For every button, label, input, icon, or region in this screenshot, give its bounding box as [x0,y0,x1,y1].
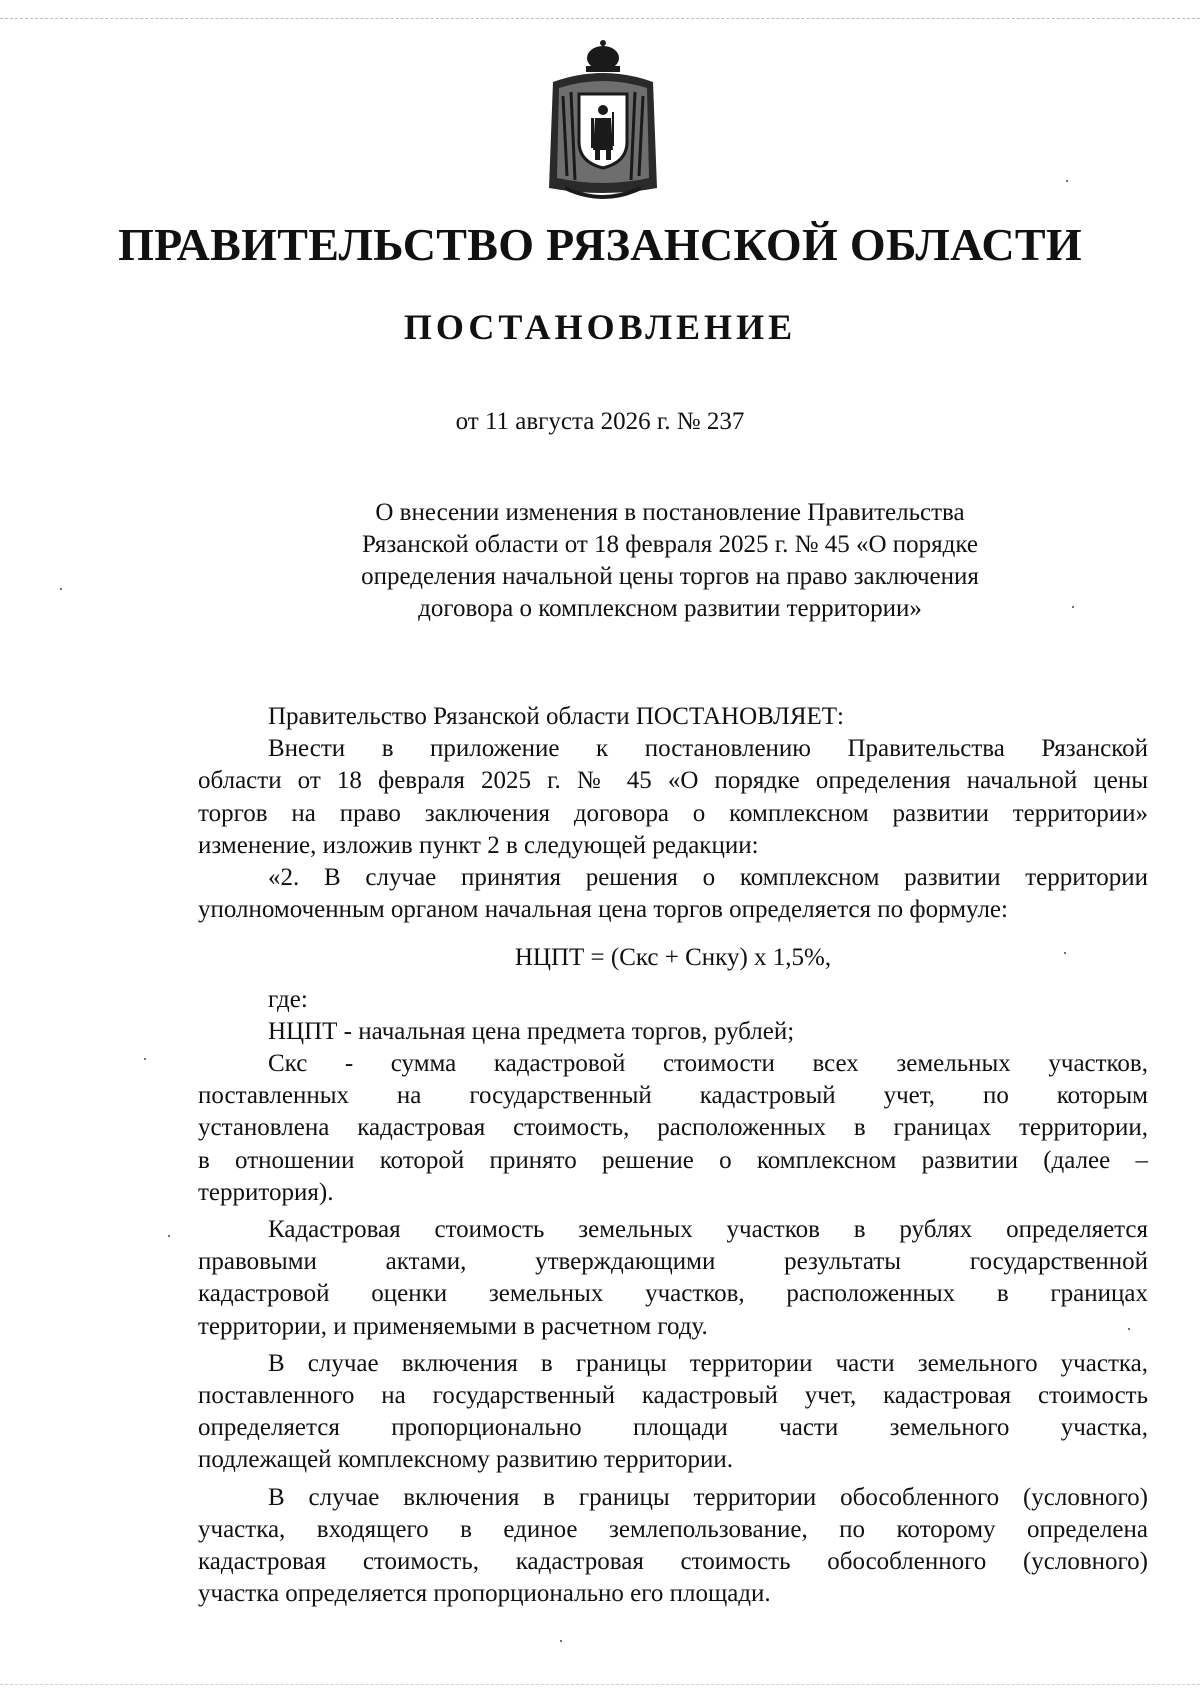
paragraph-partial-plot [198,1348,1148,1477]
scan-speck [60,588,62,590]
scan-speck [1128,1328,1130,1330]
scan-bottom-edge [0,1684,1200,1685]
definition-ncpt: НЦПТ - начальная цена предмета торгов, рублей; [268,1017,795,1045]
text-line: Кадастровая стоимость земельных участков в рублях определяется [268,1216,1148,1244]
scan-speck [144,1058,146,1060]
text-line: участка, входящего в единое землепользование, по которому определена [198,1515,1148,1543]
scan-speck [560,1640,562,1642]
text-line: области от 18 февраля 2025 г. № 45 «О порядке определения начальной цены [198,767,1148,795]
scan-speck [1064,952,1066,954]
text-line: Внести в приложение к постановлению Правительства Рязанской [268,735,1148,763]
text-line: Правительство Рязанской области ПОСТАНОВЛЯЕТ: [268,703,844,730]
text-line: кадастровой оценки земельных участков, расположенных в границах [198,1280,1148,1308]
subject-line: договора о комплексном развитии территории» [418,595,922,622]
text-line: В случае включения в границы территории обособленного (условного) [268,1483,1148,1511]
text-line: правовыми актами, утверждающими результаты государственной [198,1248,1148,1276]
government-title: ПРАВИТЕЛЬСТВО РЯЗАНСКОЙ ОБЛАСТИ [118,219,1082,270]
text-line: «2. В случае принятия решения о комплексном развитии территории [268,864,1148,892]
price-formula: НЦПТ = (Скс + Снку) x 1,5%, [514,944,832,972]
text-line: В случае включения в границы территории части земельного участка, [268,1349,1148,1377]
document-body [198,701,1148,1610]
text-line: установлена кадастровая стоимость, расположенных в границах территории, [198,1114,1148,1142]
text-line: поставленного на государственный кадастровый учет, кадастровая стоимость [198,1382,1148,1410]
text-line: изменение, изложив пункт 2 в следующей редакции: [198,831,759,859]
text-line: Скс - сумма кадастровой стоимости всех земельных участков, [268,1050,1148,1078]
document-type: ПОСТАНОВЛЕНИЕ [403,307,797,347]
text-line: определяется пропорционально площади части земельного участка, [198,1414,1148,1442]
paragraph-separate-plot [198,1482,1148,1611]
text-line: торгов на право заключения договора о комплексном развитии территории» [198,799,1148,827]
paragraph-amendment [198,733,1148,862]
document-subject [300,497,1040,625]
text-line: уполномоченным органом начальная цена торгов определяется по формуле: [198,896,1008,924]
resolution-preamble [198,701,1148,733]
paragraph-clause-2 [198,862,1148,926]
text-line: подлежащей комплексному развитию территории. [198,1446,733,1474]
subject-line: определения начальной цены торгов на право заключения [361,563,979,590]
scan-speck [168,1235,170,1237]
coat-of-arms-emblem [545,38,661,206]
scan-top-edge [0,18,1200,19]
paragraph-cadastral-value [198,1214,1148,1343]
subject-line: О внесении изменения в постановление Правительства [375,499,965,526]
text-line: территории, и применяемыми в расчетном году. [198,1312,708,1340]
text-line: поставленных на государственный кадастровый учет, по которым [198,1082,1148,1110]
definitions [198,984,1148,1209]
subject-line: Рязанской области от 18 февраля 2025 г. № 45 «О порядке [361,531,978,558]
document-date-number: от 11 августа 2026 г. № 237 [455,408,745,435]
text-line: кадастровая стоимость, кадастровая стоимость обособленного (условного) [198,1548,1148,1576]
text-line: участка определяется пропорционально его площади. [198,1580,771,1608]
scan-speck [1072,606,1074,608]
where-label: где: [268,985,308,1013]
text-line: в отношении которой принято решение о комплексном развитии (далее – [198,1146,1148,1174]
scan-speck [1066,180,1068,182]
text-line: территория). [198,1178,334,1206]
